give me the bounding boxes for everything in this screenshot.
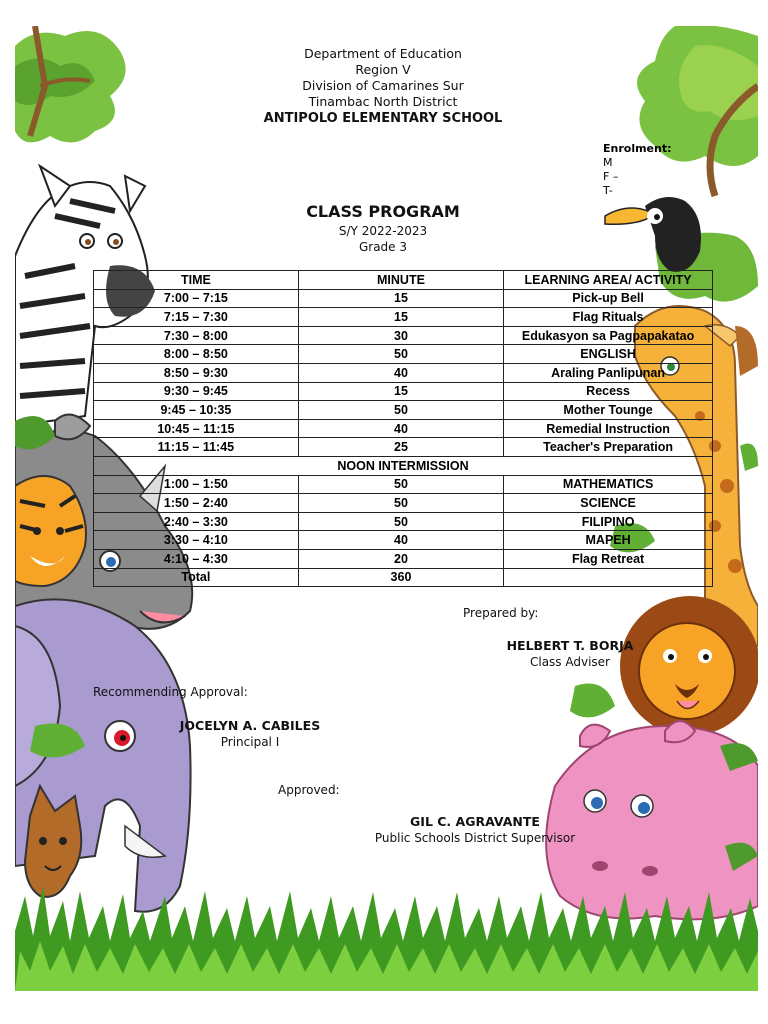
activity-cell: Teacher's Preparation [504, 438, 713, 457]
document-page [15, 26, 758, 991]
activity-cell: Edukasyon sa Pagpapakatao [504, 326, 713, 345]
minute-cell: 15 [298, 308, 503, 327]
minute-cell: 20 [298, 549, 503, 568]
school-year: S/Y 2022-2023 [338, 224, 428, 238]
time-cell: 7:15 – 7:30 [94, 308, 299, 327]
minute-cell: 40 [298, 419, 503, 438]
activity-cell: MATHEMATICS [504, 475, 713, 494]
prepared-by-role: Class Adviser [529, 655, 610, 669]
table-row [94, 289, 713, 308]
time-cell: 3:30 – 4:10 [94, 531, 299, 550]
table-row [94, 308, 713, 327]
time-cell: 1:00 – 1:50 [94, 475, 299, 494]
prepared-by-label: Prepared by: [463, 606, 539, 620]
enrolment-male: M [603, 156, 613, 169]
noon-intermission: NOON INTERMISSION [94, 456, 713, 475]
activity-cell: Remedial Instruction [504, 419, 713, 438]
table-row [94, 382, 713, 401]
activity-cell: Pick-up Bell [504, 289, 713, 308]
time-cell: 9:30 – 9:45 [94, 382, 299, 401]
enrolment-label: Enrolment: [603, 142, 672, 155]
table-row [94, 549, 713, 568]
total-label: Total [94, 568, 299, 587]
table-row [94, 401, 713, 420]
minute-cell: 50 [298, 494, 503, 513]
prepared-by-name: HELBERT T. BORJA [506, 638, 634, 653]
header-minute: MINUTE [298, 271, 503, 290]
table-row [94, 475, 713, 494]
header-learning-area: LEARNING AREA/ ACTIVITY [504, 271, 713, 290]
morning-rows [94, 289, 713, 456]
time-cell: 1:50 – 2:40 [94, 494, 299, 513]
region-line: Region V [355, 62, 411, 77]
afternoon-rows [94, 475, 713, 568]
activity-cell: Araling Panlipunan [504, 363, 713, 382]
division-line: Division of Camarines Sur [302, 78, 464, 93]
table-row [94, 494, 713, 513]
class-program-table [93, 270, 713, 587]
time-cell: 9:45 – 10:35 [94, 401, 299, 420]
time-cell: 11:15 – 11:45 [94, 438, 299, 457]
approved-name: GIL C. AGRAVANTE [410, 814, 540, 829]
total-row [94, 568, 713, 587]
minute-cell: 15 [298, 382, 503, 401]
activity-cell: Recess [504, 382, 713, 401]
minute-cell: 15 [298, 289, 503, 308]
district-line: Tinambac North District [308, 94, 458, 109]
department-line: Department of Education [304, 46, 462, 61]
time-cell: 4:10 – 4:30 [94, 549, 299, 568]
activity-cell: Flag Rituals [504, 308, 713, 327]
activity-cell: MAPEH [504, 531, 713, 550]
table-row [94, 326, 713, 345]
enrolment-block [603, 142, 672, 198]
table-row [94, 512, 713, 531]
time-cell: 7:00 – 7:15 [94, 289, 299, 308]
table-row [94, 438, 713, 457]
toucan-illustration [605, 197, 701, 272]
approved-role: Public Schools District Supervisor [374, 831, 576, 845]
enrolment-female: F – [603, 170, 619, 183]
minute-cell: 40 [298, 363, 503, 382]
table-row [94, 345, 713, 364]
time-cell: 7:30 – 8:00 [94, 326, 299, 345]
time-cell: 2:40 – 3:30 [94, 512, 299, 531]
activity-cell: Mother Tounge [504, 401, 713, 420]
minute-cell: 25 [298, 438, 503, 457]
minute-cell: 50 [298, 345, 503, 364]
minute-cell: 40 [298, 531, 503, 550]
tree-foliage-top-left [15, 26, 126, 142]
minute-cell: 50 [298, 512, 503, 531]
minute-cell: 30 [298, 326, 503, 345]
page-title: CLASS PROGRAM [306, 202, 460, 221]
table-header-row [94, 271, 713, 290]
header-time: TIME [94, 271, 299, 290]
recommending-approval-label: Recommending Approval: [93, 685, 248, 699]
time-cell: 10:45 – 11:15 [94, 419, 299, 438]
activity-cell: SCIENCE [504, 494, 713, 513]
total-empty-cell [504, 568, 713, 587]
grade-level: Grade 3 [358, 240, 408, 254]
activity-cell: ENGLISH [504, 345, 713, 364]
time-cell: 8:50 – 9:30 [94, 363, 299, 382]
table-row [94, 419, 713, 438]
table-row [94, 531, 713, 550]
school-name: ANTIPOLO ELEMENTARY SCHOOL [263, 111, 503, 126]
table-row [94, 363, 713, 382]
minute-cell: 50 [298, 475, 503, 494]
activity-cell: Flag Retreat [504, 549, 713, 568]
total-minutes: 360 [298, 568, 503, 587]
approved-label: Approved: [278, 783, 340, 797]
activity-cell: FILIPINO [504, 512, 713, 531]
recommending-role: Principal I [220, 735, 280, 749]
enrolment-total: T- [603, 184, 613, 197]
minute-cell: 50 [298, 401, 503, 420]
recommending-name: JOCELYN A. CABILES [179, 718, 321, 733]
time-cell: 8:00 – 8:50 [94, 345, 299, 364]
intermission-row [94, 456, 713, 475]
